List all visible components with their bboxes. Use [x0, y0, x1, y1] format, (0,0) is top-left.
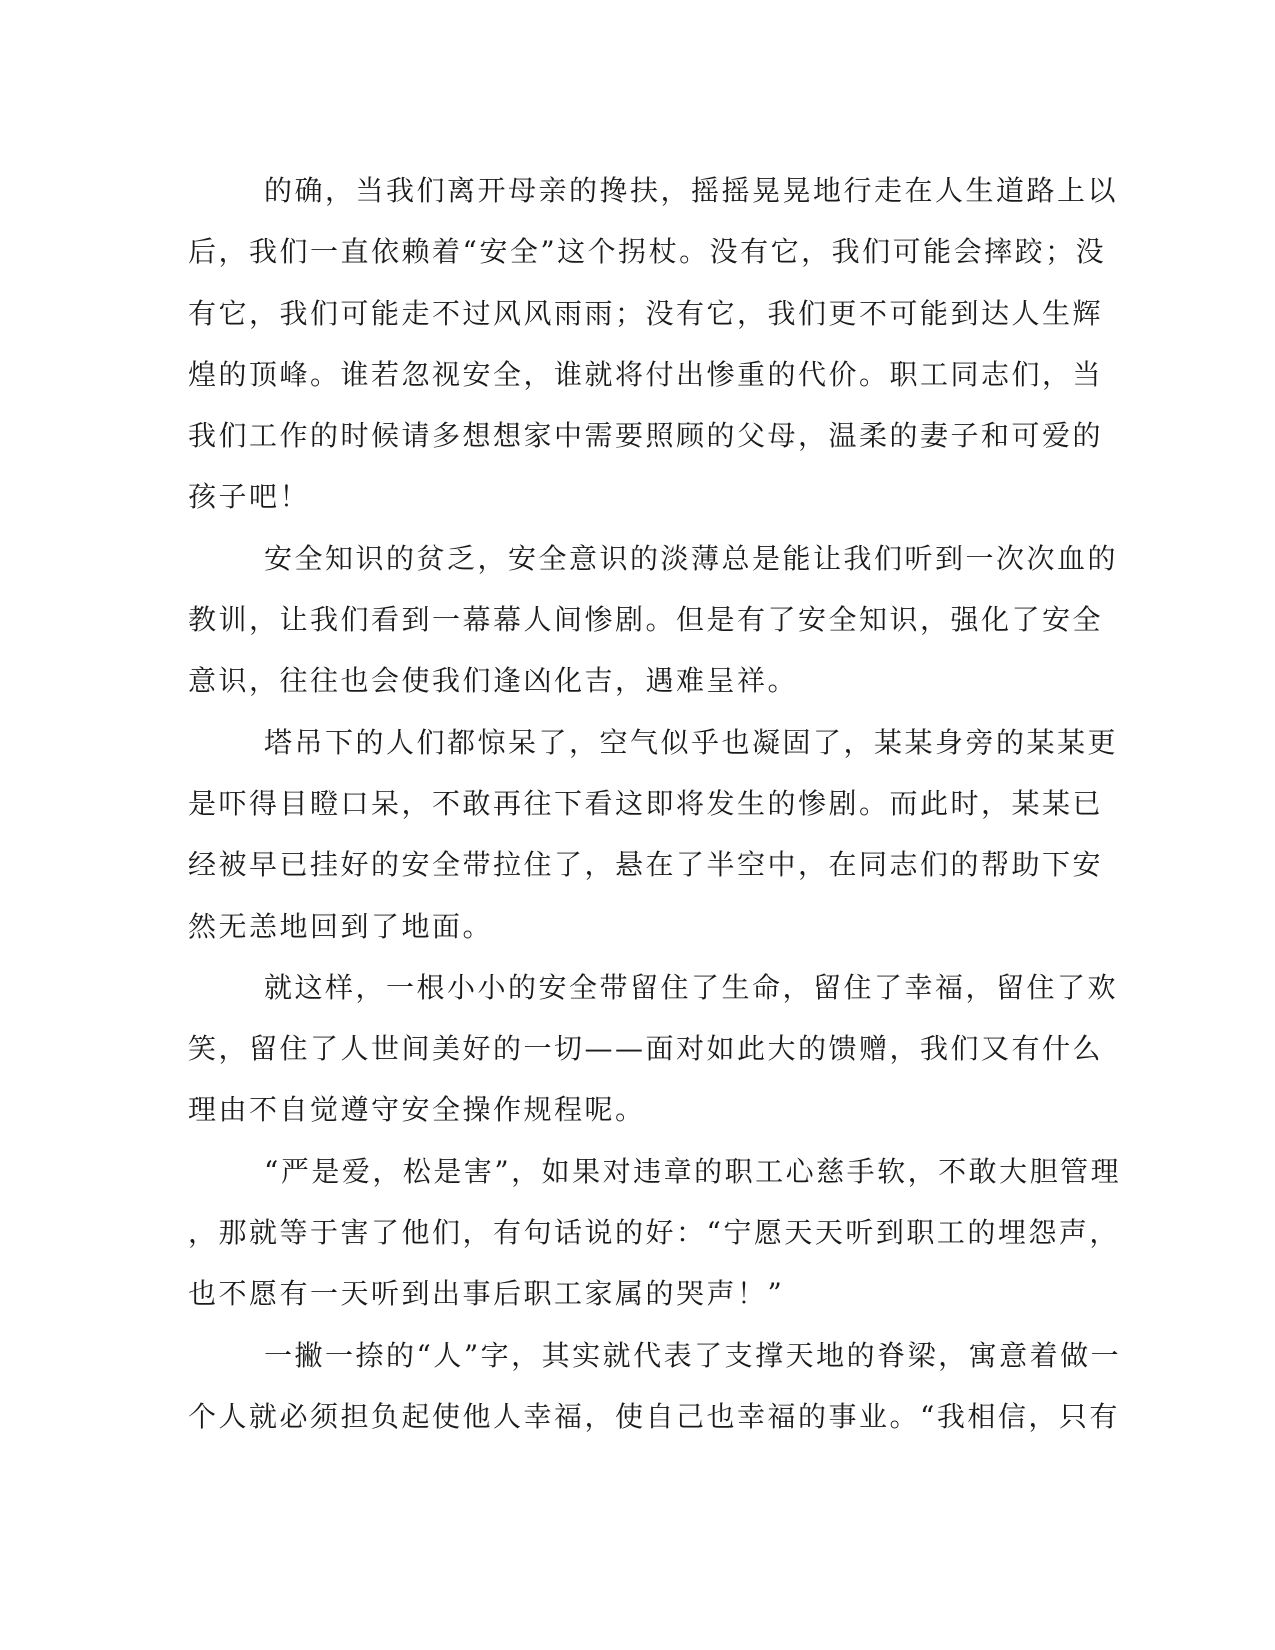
text-line: 理由不自觉遵守安全操作规程呢。	[188, 1093, 646, 1127]
text-line: 后，我们一直依赖着“安全”这个拐杖。没有它，我们可能会摔跤；没	[188, 235, 1107, 269]
text-line: 塔吊下的人们都惊呆了，空气似乎也凝固了，某某身旁的某某更	[264, 725, 1119, 759]
text-line: 煌的顶峰。谁若忽视安全，谁就将付出惨重的代价。职工同志们，当	[188, 357, 1104, 391]
text-line: 孩子吧！	[188, 480, 311, 514]
text-line: ，那就等于害了他们，有句话说的好：“宁愿天天听到职工的埋怨声，	[188, 1216, 1120, 1250]
text-line: 是吓得目瞪口呆，不敢再往下看这即将发生的惨剧。而此时，某某已	[188, 786, 1104, 820]
text-line: 我们工作的时候请多想想家中需要照顾的父母，温柔的妻子和可爱的	[188, 419, 1104, 453]
text-line: 教训，让我们看到一幕幕人间惨剧。但是有了安全知识，强化了安全	[188, 603, 1104, 637]
text-line: 意识，往往也会使我们逢凶化吉，遇难呈祥。	[188, 664, 799, 698]
text-line: 然无恙地回到了地面。	[188, 909, 494, 943]
text-line: 笑，留住了人世间美好的一切——面对如此大的馈赠，我们又有什么	[188, 1032, 1104, 1066]
text-line: “严是爱，松是害”，如果对违章的职工心慈手软，不敢大胆管理	[264, 1154, 1122, 1188]
text-line: 一撇一捺的“人”字，其实就代表了支撑天地的脊梁，寓意着做一	[264, 1338, 1122, 1372]
text-line: 经被早已挂好的安全带拉住了，悬在了半空中，在同志们的帮助下安	[188, 848, 1104, 882]
text-line: 个人就必须担负起使他人幸福，使自己也幸福的事业。“我相信，只有	[188, 1399, 1120, 1433]
text-line: 就这样，一根小小的安全带留住了生命，留住了幸福，留住了欢	[264, 970, 1119, 1004]
text-line: 也不愿有一天听到出事后职工家属的哭声！”	[188, 1277, 785, 1311]
document-body	[188, 160, 1122, 1447]
text-line: 的确，当我们离开母亲的搀扶，摇摇晃晃地行走在人生道路上以	[264, 174, 1119, 207]
text-line: 安全知识的贫乏，安全意识的淡薄总是能让我们听到一次次血的	[264, 541, 1119, 575]
text-line: 有它，我们可能走不过风风雨雨；没有它，我们更不可能到达人生辉	[188, 296, 1104, 330]
